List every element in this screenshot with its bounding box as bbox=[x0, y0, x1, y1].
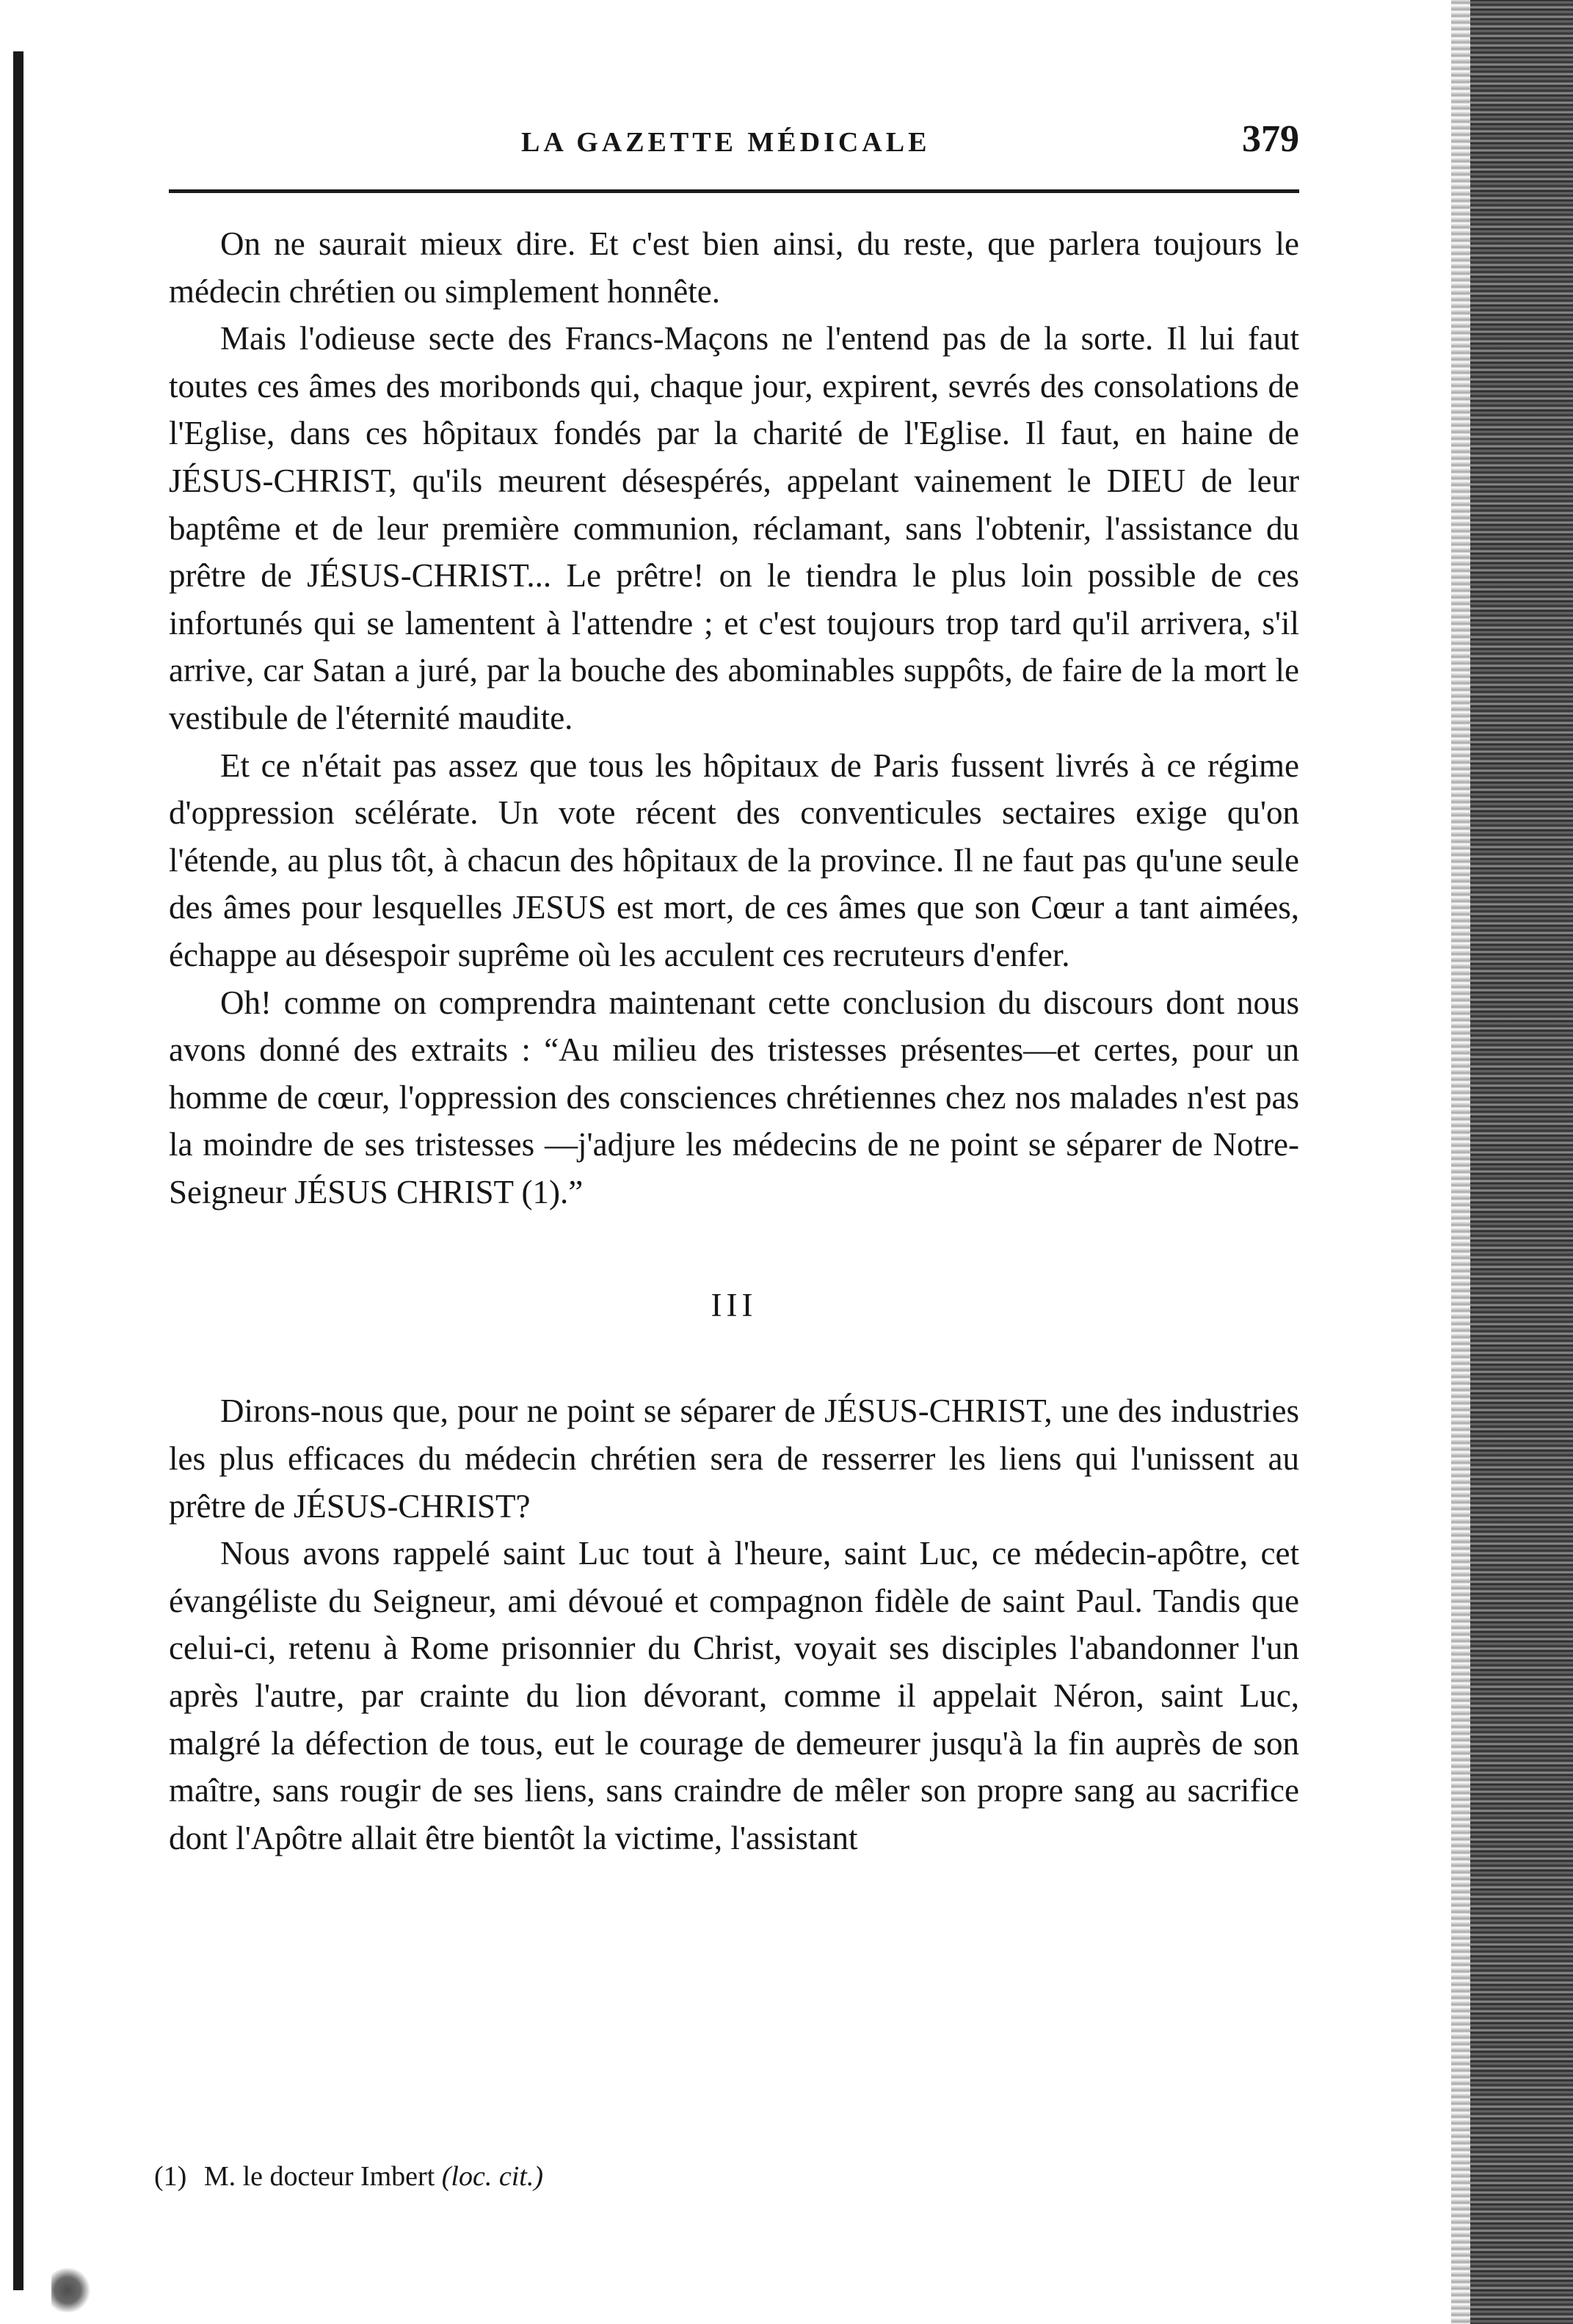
page-binding-edge bbox=[13, 51, 23, 2290]
footnote-text: M. le docteur Imbert bbox=[203, 2161, 435, 2192]
running-header bbox=[169, 117, 1299, 169]
paragraph: Dirons-nous que, pour ne point se séparer de JÉSUS-CHRIST, une des industries les plus efficaces du médecin chrétien sera de resserrer les liens qui l'unissent au prêtre de JÉSUS-CHRIST? bbox=[169, 1392, 1299, 1525]
footnote bbox=[154, 2158, 543, 2195]
paragraph: Nous avons rappelé saint Luc tout à l'heure, saint Luc, ce médecin-apôtre, cet évangéliste du Seigneur, ami dévoué et compagnon fidèle de saint Paul. Tandis que celui-ci, retenu à Rome prisonnier du Christ, voyait ses disciples l'abandonner l'un après l'autre, par crainte du lion dévorant, comme il appelait Néron, saint Luc, malgré la défection de tous, eut le courage de demeurer jusqu'à la fin auprès de son maître, sans rougir de ses liens, sans craindre de mêler son propre sang au sacrifice dont l'Apôtre allait être bientôt la victime, l'assistant bbox=[169, 1535, 1299, 1856]
paragraph: Oh! comme on comprendra maintenant cette conclusion du discours dont nous avons donné des extraits : “Au milieu des tristesses présentes—et certes, pour un homme de cœur, l'oppression des consciences chrétiennes chez nos malades n'est pas la moindre de ses tristesses —j'adjure les médecins de ne point se séparer de Notre-Seigneur JÉSUS CHRIST (1).” bbox=[169, 984, 1299, 1210]
footnote-citation: (loc. cit.) bbox=[441, 2161, 543, 2192]
page-number: 379 bbox=[1242, 118, 1299, 160]
paragraph: Et ce n'était pas assez que tous les hôpitaux de Paris fussent livrés à ce régime d'oppression scélérate. Un vote récent des conventicules sectaires exige qu'on l'étende, au plus tôt, à chacun des hôpitaux de la province. Il ne faut pas qu'une seule des âmes pour lesquelles JESUS est mort, de ces âmes que son Cœur a tant aimées, échappe au désespoir suprême où les acculent ces recruteurs d'enfer. bbox=[169, 747, 1299, 973]
paragraph: On ne saurait mieux dire. Et c'est bien ainsi, du reste, que parlera toujours le médecin chrétien ou simplement honnête. bbox=[169, 225, 1299, 310]
body-text bbox=[169, 220, 1299, 1862]
running-title: LA GAZETTE MÉDICALE bbox=[521, 127, 931, 158]
scanned-page-edge bbox=[1470, 0, 1573, 2324]
section-heading: III bbox=[711, 1287, 758, 1324]
paragraph: Mais l'odieuse secte des Francs-Maçons ne l'entend pas de la sorte. Il lui faut toutes ces âmes des moribonds qui, chaque jour, expirent, sevrés des consolations de l'Eglise, dans ces hôpitaux fondés par la charité de l'Eglise. Il faut, en haine de JÉSUS-CHRIST, qu'ils meurent désespérés, appelant vainement le DIEU de leur baptême et de leur première communion, réclamant, sans l'obtenir, l'assistance du prêtre de JÉSUS-CHRIST... Le prêtre! on le tiendra le plus loin possible de ces infortunés qui se lamentent à l'attendre ; et c'est toujours trop tard qu'il arrivera, s'il arrive, car Satan a juré, par la bouche des abominables suppôts, de faire de la mort le vestibule de l'éternité maudite. bbox=[169, 320, 1299, 736]
ink-blot bbox=[51, 2268, 92, 2312]
header-rule bbox=[169, 189, 1299, 193]
footnote-mark: (1) bbox=[154, 2161, 187, 2192]
